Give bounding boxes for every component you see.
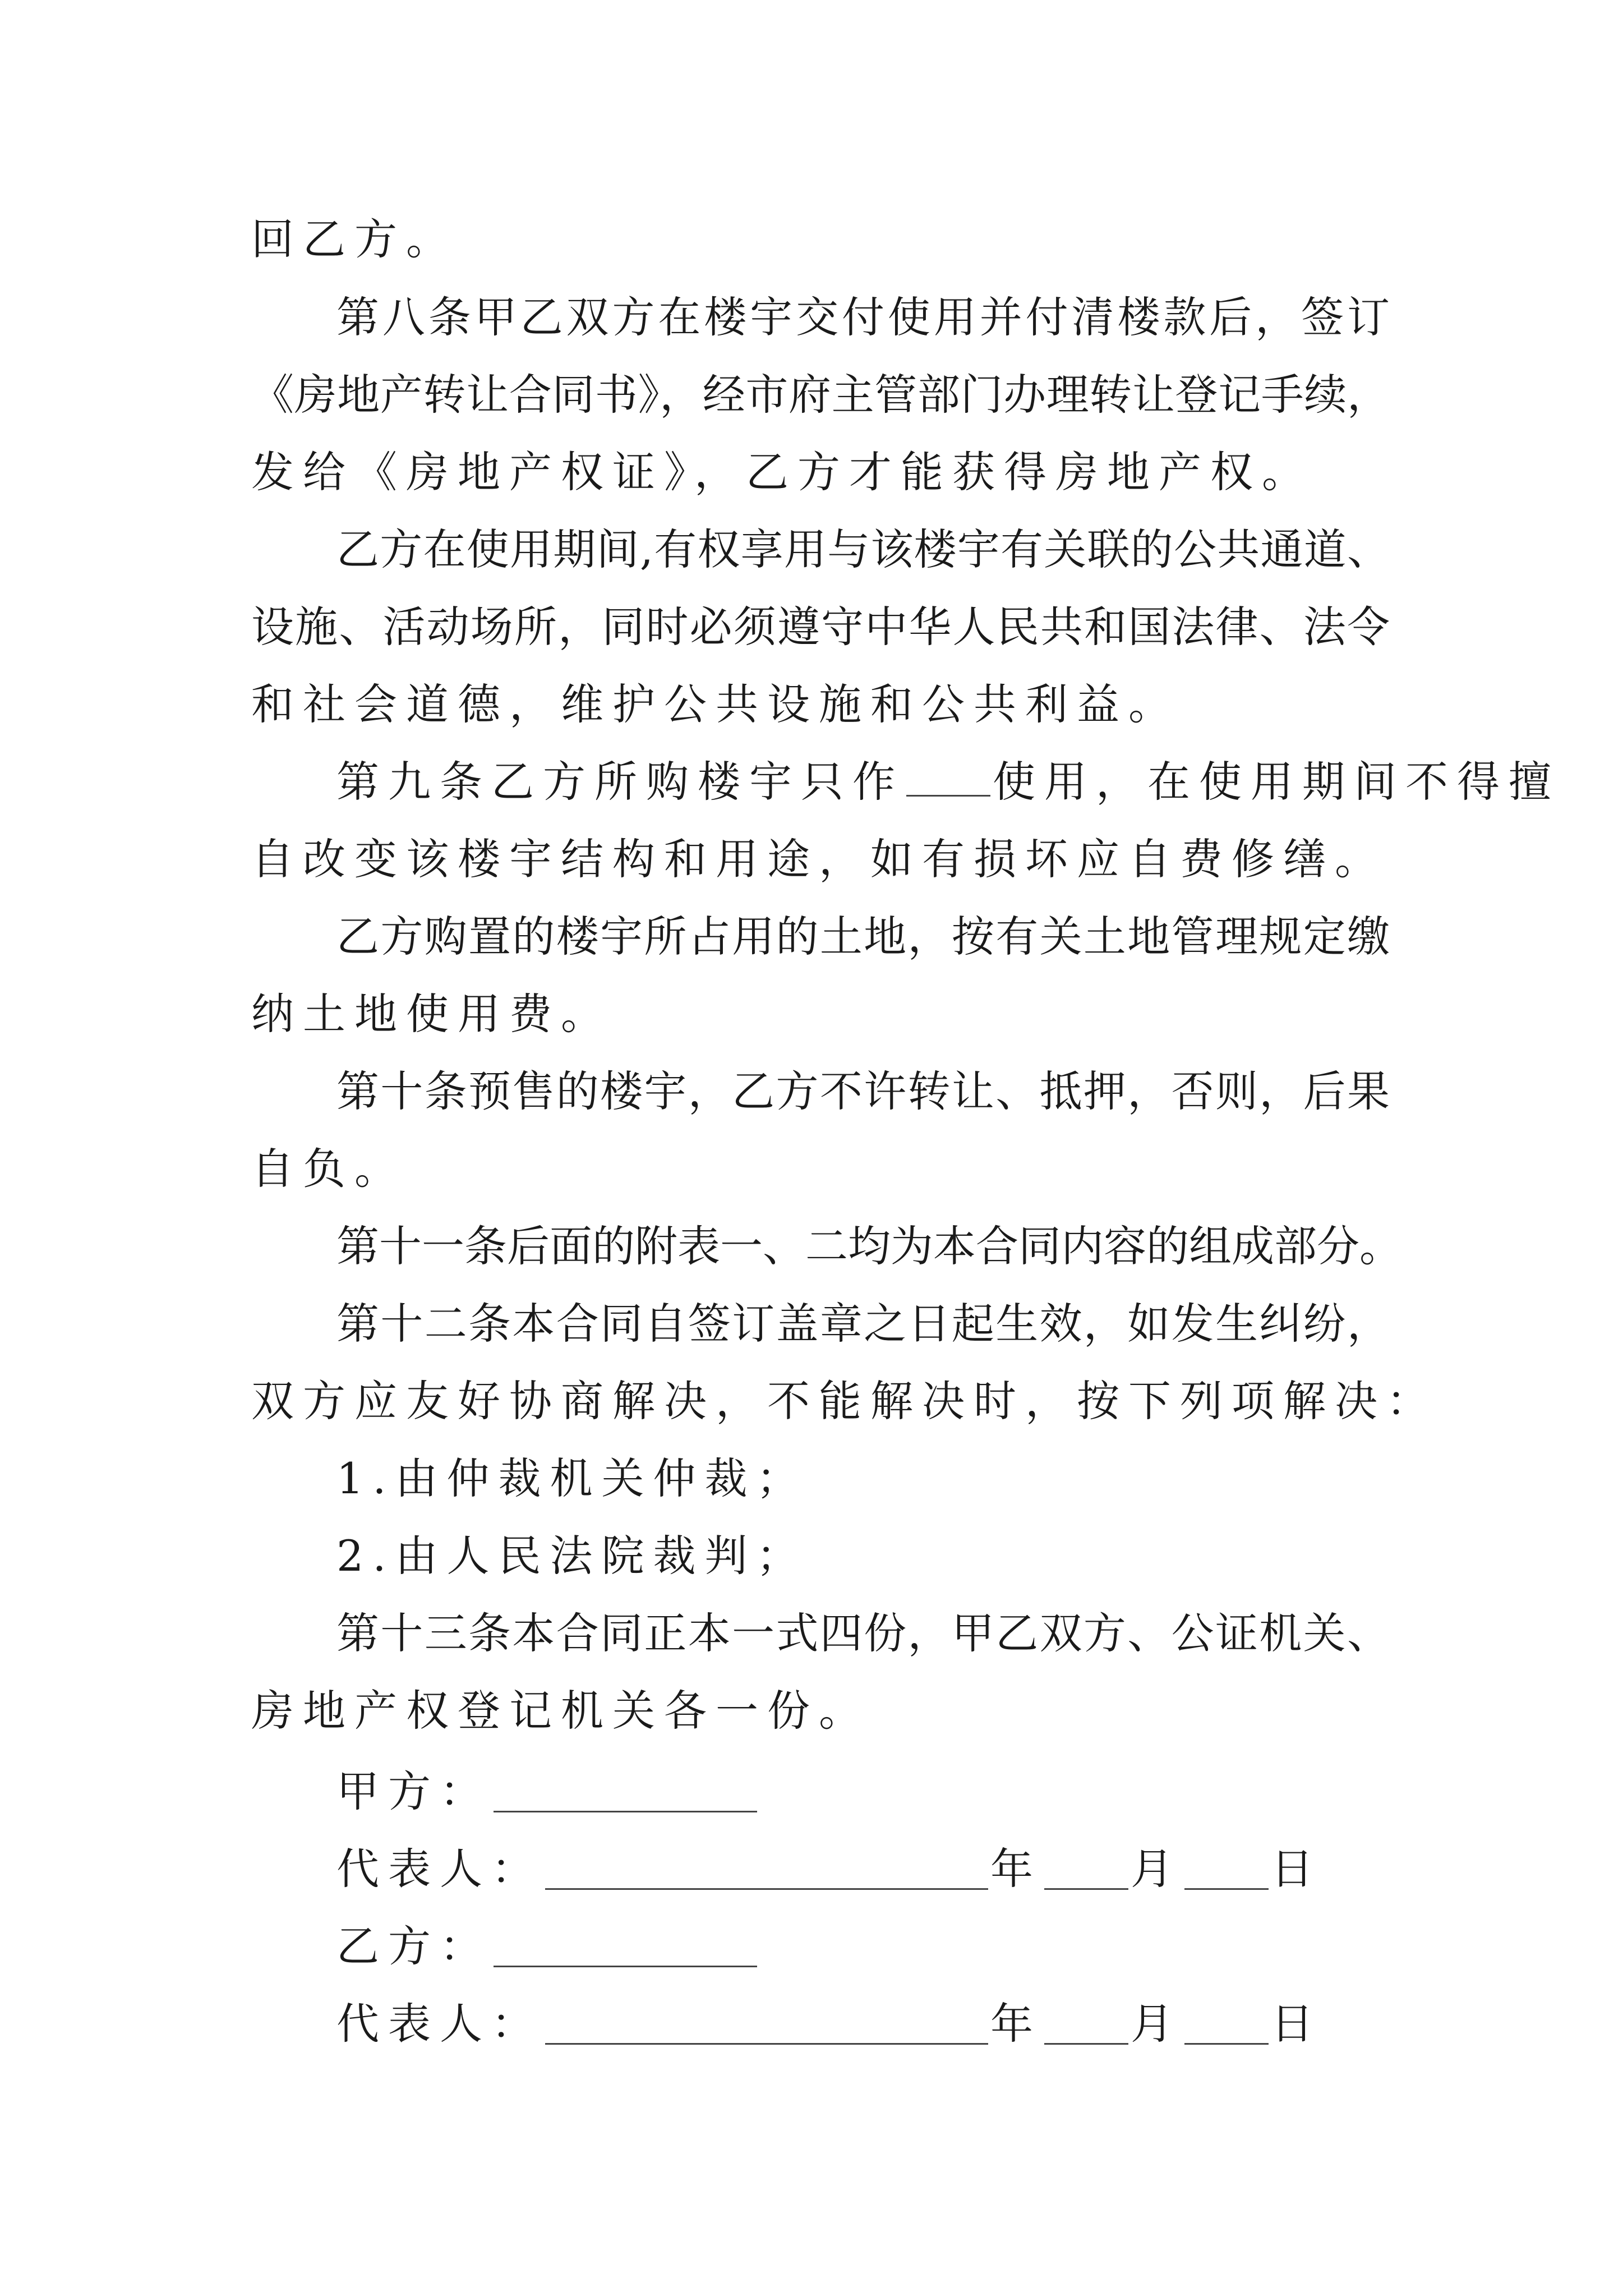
month-b-field[interactable] <box>1184 2004 1269 2045</box>
article-11-line: 第十一条后面的附表一、二均为本合同内容的组成部分。 <box>336 1221 1402 1271</box>
land-fee-line-2: 纳土地使用费。 <box>251 989 612 1039</box>
article-8-line-3: 发给《房地产权证》，乙方才能获得房地产权。 <box>251 447 1313 497</box>
party-a-field[interactable] <box>494 1772 757 1812</box>
representative-b-field[interactable] <box>545 2004 988 2045</box>
usage-blank[interactable] <box>906 756 990 797</box>
party-a-label: 甲方： <box>336 1766 491 1816</box>
article-8-line-2: 《房地产转让合同书》，经市府主管部门办理转让登记手续， <box>251 370 1390 420</box>
party-a-row <box>336 1757 759 1819</box>
day-label: 日 <box>1271 1844 1322 1894</box>
article-9-text-b: 使用，在使用期间不得擅 <box>993 757 1560 807</box>
article-13-line-2: 房地产权登记机关各一份。 <box>251 1686 870 1736</box>
article-8-line-1: 第八条甲乙双方在楼宇交付使用并付清楼款后，签订 <box>336 292 1390 342</box>
article-10-line-2: 自负。 <box>251 1144 406 1194</box>
year-a-field[interactable] <box>1044 1849 1128 1890</box>
dispute-option-2: 2.由人民法院裁判； <box>336 1531 808 1581</box>
representative-a-row <box>336 1835 1322 1897</box>
article-9-line-2: 自改变该楼宇结构和用途，如有损坏应自费修缮。 <box>251 834 1386 884</box>
usage-rights-line-3: 和社会道德，维护公共设施和公共利益。 <box>251 679 1180 729</box>
article-12-line-2: 双方应友好协商解决，不能解决时，按下列项解决： <box>251 1376 1438 1426</box>
month-label: 月 <box>1131 1844 1182 1894</box>
party-b-label: 乙方： <box>336 1921 491 1971</box>
land-fee-line-1: 乙方购置的楼宇所占用的土地，按有关土地管理规定缴 <box>336 912 1390 961</box>
year-label: 年 <box>990 1999 1042 2049</box>
dispute-option-1: 1.由仲裁机关仲裁； <box>336 1453 808 1503</box>
usage-rights-line-1: 乙方在使用期间,有权享用与该楼宇有关联的公共通道、 <box>336 524 1390 574</box>
usage-rights-line-2: 设施、活动场所，同时必须遵守中华人民共和国法律、法令 <box>251 602 1390 652</box>
representative-b-label: 代表人： <box>336 1999 543 2049</box>
representative-a-label: 代表人： <box>336 1844 543 1894</box>
article-9-text-a: 第九条乙方所购楼宇只作 <box>336 757 904 807</box>
month-a-field[interactable] <box>1184 1849 1269 1890</box>
party-b-field[interactable] <box>494 1926 757 1967</box>
representative-a-field[interactable] <box>545 1849 988 1890</box>
article-12-line-1: 第十二条本合同自签订盖章之日起生效，如发生纠纷， <box>336 1299 1390 1349</box>
representative-b-row <box>336 1990 1322 2051</box>
day-label: 日 <box>1271 1999 1322 2049</box>
year-b-field[interactable] <box>1044 2004 1128 2045</box>
text-line: 回乙方。 <box>251 214 458 264</box>
party-b-row <box>336 1912 759 1974</box>
month-label: 月 <box>1131 1999 1182 2049</box>
article-9-line-1 <box>336 751 1560 813</box>
year-label: 年 <box>990 1844 1042 1894</box>
article-13-line-1: 第十三条本合同正本一式四份，甲乙双方、公证机关、 <box>336 1608 1390 1658</box>
article-10-line-1: 第十条预售的楼宇，乙方不许转让、抵押，否则，后果 <box>336 1066 1390 1116</box>
